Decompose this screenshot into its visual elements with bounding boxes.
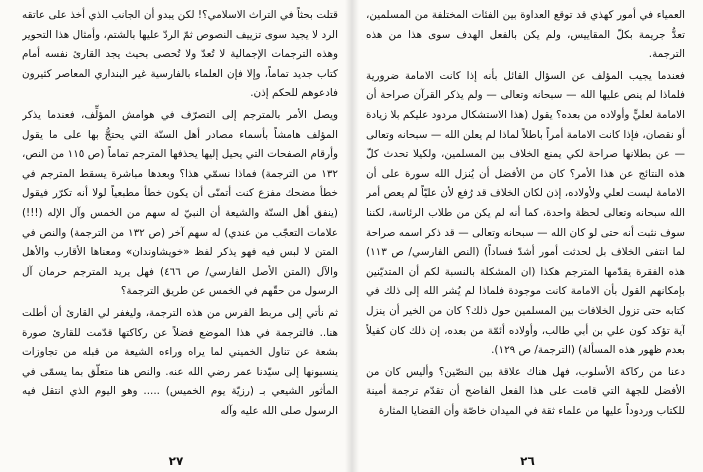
page-number: ٢٦ [520, 454, 535, 468]
paragraph: دعنا من ركاكة الأسلوب، فهل هناك علاقة بين النصّين؟ وأليس كان من الأفضل للجهة التي قامت على هذا الفعل الفاضح أن تقدّم ترجمة أمينة للكتاب وردوداً عليها من علماء ثقة في الميدان خاصّة وأن القضايا المثارة [366, 365, 685, 417]
right-page [352, 0, 703, 472]
paragraph: قتلت بحثاً في التراث الاسلامي؟! لكن يبدو أن الجانب الذي أخذ على عاتقه الرد لا يجيد سوى تزييف النصوص ثمّ الردّ عليها بالشتم، وأمثال هذا التحوير وهذه الترجمات الإجمالية لا تُعدّ ولا تُحصى بحيث يجد القارئ نفسه أمام كتاب جديد تماماً، وإلا فإن العلماء بالفارسية غير البنداري المعاصر كثيرون فادعوهم للحكم إذن. [22, 9, 338, 100]
left-page-body [22, 6, 338, 446]
paragraph: فعندما يجيب المؤلف عن السؤال القائل بأنه إذا كانت الامامة ضرورية فلماذا لم ينص عليها الله — سبحانه وتعالى — ولم يذكر القرآن صراحة أن الامامة لعليٍّ وأولاده من بعده؟ يقول (هذا الاستشكال مردود عليكم بلا زيادة أو نقصان، فإذا كانت الامامة أمراً باطلاً لماذا لم يعلن الله — سبحانه وتعالى — عن بطلانها صراحة لكي يمنع الخلاف بين المسلمين، ولكيلا تحدث كلّ هذه النتائج عن هذا الأمر؟ كان من الأفضل أن يُنزل الله سورة على أن الامامة ليست لعلي ولأولاده، إذن لكان الخلاف قد رُفع لأن عليّاً لم يعص أمر الله سبحانه وتعالى لحظة واحدة، كما أنه لم يكن من طلاب الرئاسة، لكننا سوف نثبت أنه حتى لو كان الله — سبحانه وتعالى — قد ذكر اسمه صراحة لما انتفى الخلاف بل لحدثت أمور أشدّ فساداً) (النص الفارسي/ ص ١١٣) هذه الفقرة يقدّمها المترجم هكذا (ان المشكلة بالنسبة لكم أن المتديّنين بإمكانهم القول بأن الامامة كانت موجودة فلماذا لم يُشر الله إلى ذلك في كتابه حتى تزول الخلافات بين المسلمين حول ذلك؟ كان من الخير أن ينزل آية تؤكد كون علي بن أبي طالب، وأولاده أئمّة من بعده، إن ذلك كان كفيلاً بعدم ظهور هذه المسألة) (الترجمة/ ص ١٢٩). [366, 69, 685, 357]
page-number: ٢٧ [168, 454, 184, 468]
right-page-body [366, 6, 685, 446]
paragraph: ويصل الأمر بالمترجم إلى التصرّف في هوامش المؤلِّف، فعندما يذكر المؤلف هامشاً بأسماء مصادر أهل السنّة التي يحتجُّ بها على ما يقول وأرقام الصفحات التي يحيل إليها يحذفها المترجم تماماً (ص ١١٥ من النص، ١٣٢ من الترجمة) فماذا نسمّي هذا؟ وبعدها مباشرة يسقط المترجم في خطأ مضحك مفزع كنت أتمنّى أن يكون خطأ مطبعياً لولا أنه تكرّر فيقول (ينفق أهل السنّة والشيعة أن النبيّ له سهم من الخمس وآل الإله (!!!) علامات التعجّب من عندي) له سهم آخر (ص ١٣٢ من الترجمة) والنص في المتن لا لبس فيه فهو يذكر لفظ «خويشاوندان» ومعناها الأقارب والأهل والآل (المتن الأصل الفارسي/ ص ٤٦٦) فهل يريد المترجم حرمان آل الرسول من حقّهم في الخمس عن طريق الترجمة؟ [22, 108, 338, 298]
paragraph: ثم نأتي إلى مربط الفرس من هذه الترجمة، وليغفر لي القارئ أن أطلت هنا.. فالترجمة في هذا الموضع فضلاً عن ركاكتها قدّمت للقارئ صورة بشعة عن تناول الخميني لما يراه وراءه الشيعة من قبله من تجاوزات ينسبونها إلى سيّدنا عمر رضي الله عنه. والنص هنا متعلّق بما يسمّى في المأثور الشيعي بـ (رزيّة يوم الخميس) ..... وهو اليوم الذي انتقل فيه الرسول صلى الله عليه وآله [22, 306, 338, 417]
paragraph: العمياء في أمور كهذي قد توقع العداوة بين الفئات المختلفة من المسلمين، تعدُّ جريمة بكلّ المقاييس، ولم يكن بالفعل الهدف سوى هذا من هذه الترجمة. [366, 9, 685, 61]
